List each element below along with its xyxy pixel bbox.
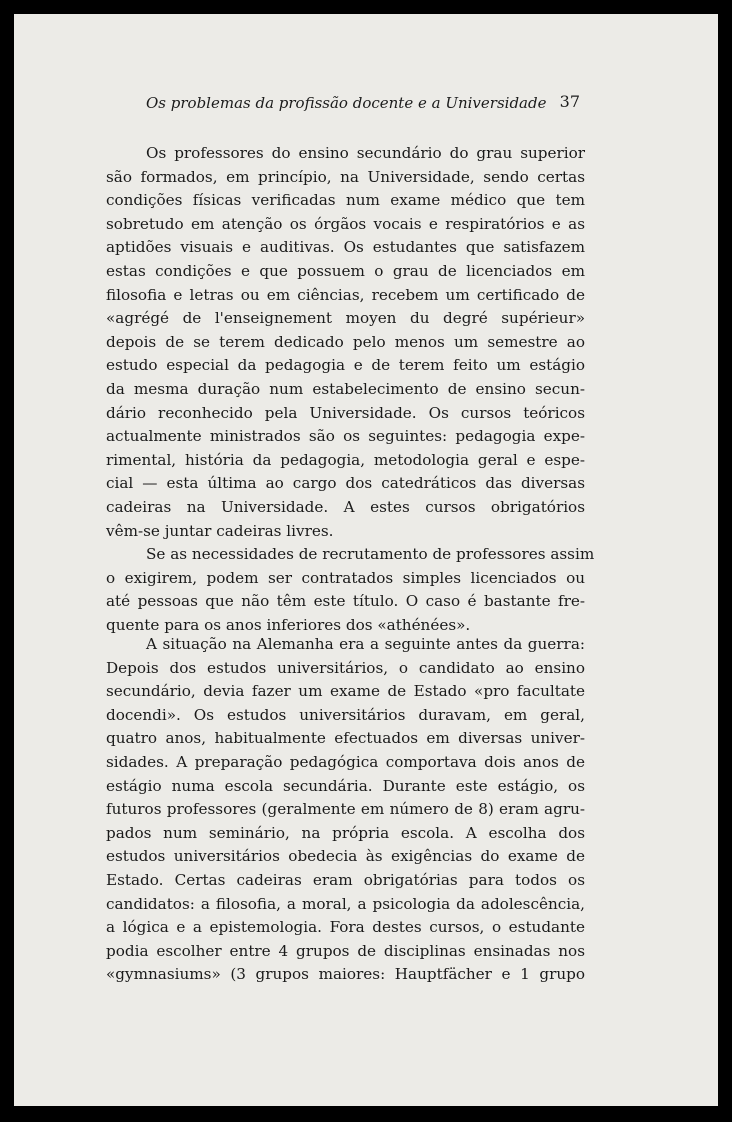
paragraph-germany [106,633,585,987]
text-line: estágio numa escola secundária. Durante este estágio, os [106,776,585,795]
text-line: estas condições e que possuem o grau de licenciados em [106,261,585,280]
text-line: «gymnasiums» (3 grupos maiores: Hauptfächer e 1 grupo [106,965,585,984]
text-line: pados num seminário, na própria escola. A escolha dos [106,823,585,842]
text-line: o exigirem, podem ser contratados simples licenciados ou [106,568,585,587]
text-line: depois de se terem dedicado pelo menos um semestre ao [106,332,585,351]
text-line: da mesma duração num estabelecimento de ensino secun- [106,379,585,398]
page-number: 37 [559,92,580,111]
text-line: Os professores do ensino secundário do grau superior [146,144,585,162]
book-page [14,14,718,1106]
text-line: candidatos: a filosofia, a moral, a psicologia da adolescência, [106,894,585,913]
text-line: Estado. Certas cadeiras eram obrigatórias para todos os [106,870,585,889]
text-line: são formados, em princípio, na Universidade, sendo certas [106,167,585,186]
text-line: sidades. A preparação pedagógica comportava dois anos de [106,752,585,771]
text-line: estudo especial da pedagogia e de terem feito um estágio [106,356,585,375]
text-line: cial — esta última ao cargo dos catedráticos das diversas [106,474,585,493]
text-line: aptidões visuais e auditivas. Os estudantes que satisfazem [106,238,585,257]
text-line: sobretudo em atenção os órgãos vocais e respiratórios e as [106,214,585,233]
running-header [146,94,584,120]
text-line: condições físicas verificadas num exame médico que tem [106,191,585,210]
text-line: filosofia e letras ou em ciências, recebem um certificado de [106,285,585,304]
text-line: quatro anos, habitualmente efectuados em diversas univer- [106,729,585,748]
text-line: docendi». Os estudos universitários duravam, em geral, [106,705,585,724]
text-line: podia escolher entre 4 grupos de disciplinas ensinadas nos [106,941,585,960]
text-line: actualmente ministrados são os seguintes: pedagogia expe- [106,427,585,446]
text-line: secundário, devia fazer um exame de Estado «pro facultate [106,682,585,701]
text-line: rimental, história da pedagogia, metodologia geral e espe- [106,450,585,469]
text-line: Se as necessidades de recrutamento de professores assim [146,545,595,564]
text-line: cadeiras na Universidade. A estes cursos obrigatórios [106,497,585,516]
text-line: estudos universitários obedecia às exigências do exame de [106,847,585,866]
paragraph-belgium [106,142,595,637]
text-line: a lógica e a epistemologia. Fora destes cursos, o estudante [106,918,585,937]
text-line: A situação na Alemanha era a seguinte antes da guerra: [146,635,585,653]
text-line: dário reconhecido pela Universidade. Os cursos teóricos [106,403,585,422]
text-line: vêm-se juntar cadeiras livres. [106,521,334,540]
text-line: quente para os anos inferiores dos «athénées». [106,615,471,634]
running-header-title: Os problemas da profissão docente e a Universidade [146,94,547,112]
text-line: Depois dos estudos universitários, o candidato ao ensino [106,658,585,677]
text-line: futuros professores (geralmente em número de 8) eram agru- [106,800,585,819]
text-line: até pessoas que não têm este título. O caso é bastante fre- [106,592,585,611]
text-line: «agrégé de l'enseignement moyen du degré supérieur» [106,309,585,328]
